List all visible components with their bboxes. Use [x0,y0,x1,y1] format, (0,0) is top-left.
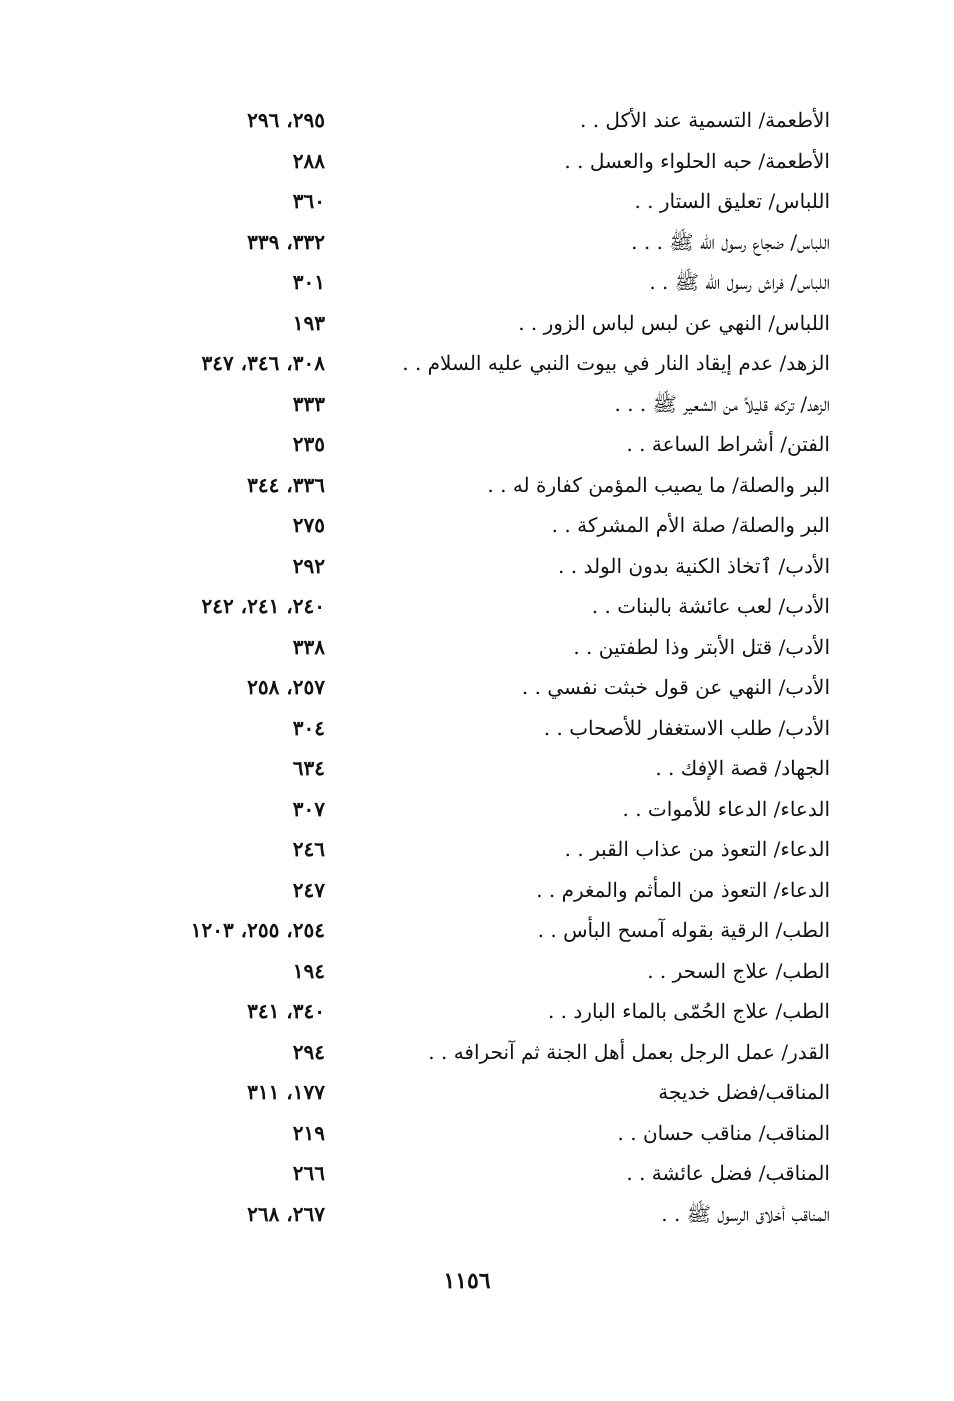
index-pages: ٣٣٢، ٣٣٩ [247,229,325,254]
index-pages: ٣٣٣ [292,391,325,416]
index-pages: ٢٤٦ [292,837,325,861]
index-pages: ٢٤٠، ٢٤١، ٢٤٢ [201,594,325,618]
index-topic: الدعاء/ التعوذ من عذاب القبر . . [564,837,830,861]
index-row [120,993,830,1034]
index-row [120,224,830,265]
index-row [120,872,830,913]
index-row [120,912,830,953]
index-topic: الأدب/ طلب الاستغفار للأصحاب . . [543,715,830,740]
index-topic: الأطعمة/ التسمية عند الأكل . . [580,108,830,132]
index-row [120,1196,830,1237]
index-row [120,264,830,305]
index-row [120,1034,830,1075]
index-pages: ٢٦٧، ٢٦٨ [247,1201,325,1226]
index-pages: ١٧٧، ٣١١ [247,1080,325,1104]
index-topic: الطب/ علاج الحُمّى بالماء البارد . . [547,999,830,1023]
index-pages: ٣٣٨ [292,634,325,659]
index-topic: الطب/ الرقية بقوله آمسح البأس . . [537,918,830,942]
index-topic: الأطعمة/ حبه الحلواء والعسل . . [564,148,830,173]
index-pages: ٣٠٤ [292,715,325,740]
index-topic: الأدب/ ٱتخاذ الكنية بدون الولد . . [558,553,830,578]
index-row [120,345,830,386]
index-row [120,467,830,508]
index-pages: ٣٦٠ [292,189,325,213]
index-pages: ٣٣٦، ٣٤٤ [247,472,325,497]
index-topic: الأدب/ قتل الأبتر وذا لطفتين . . [573,634,830,659]
index-pages: ٣٠١ [292,270,325,294]
index-topic: المناقب أخلاق الرسول ﷺ . . [661,1201,830,1226]
page-number: ١١٥٦ [443,1268,491,1294]
index-pages: ٢٨٨ [292,148,325,173]
index-row [120,629,830,670]
index-topic: الطب/ علاج السحر . . [647,958,830,983]
index-row [120,831,830,872]
index-row [120,426,830,467]
index-topic: الدعاء/ التعوذ من المأثم والمغرم . . [536,877,830,902]
index-topic: اللباس/ تعليق الستار . . [634,189,830,213]
index-pages: ٢٦٦ [292,1161,325,1185]
index-topic: الزهد/ تركه قليلاً من الشعير ﷺ . . . [614,391,830,416]
index-topic: المناقب/فضل خديجة [658,1080,830,1104]
index-row [120,710,830,751]
index-row [120,143,830,184]
index-pages: ٣٠٧ [292,796,325,821]
index-pages: ١٩٤ [292,958,325,983]
index-pages: ٦٣٤ [292,756,325,780]
index-pages: ٣٠٨، ٣٤٦، ٣٤٧ [201,351,325,375]
index-pages: ٢٥٧، ٢٥٨ [247,675,325,699]
index-row [120,669,830,710]
index-topic: المناقب/ مناقب حسان . . [617,1120,830,1145]
index-topic: الجهاد/ قصة الإفك . . [655,756,830,780]
index-pages: ٢٤٧ [292,877,325,902]
index-topic: القدر/ عمل الرجل بعمل أهل الجنة ثم آنحرافه . . [428,1039,830,1064]
index-row [120,953,830,994]
index-pages: ٢٣٥ [292,432,325,456]
index-topic: البر والصلة/ صلة الأم المشركة . . [551,513,830,537]
index-row [120,1074,830,1115]
index-pages: ٢١٩ [292,1120,325,1145]
index-topic: الزهد/ عدم إيقاد النار في بيوت النبي عليه السلام . . [402,351,830,375]
index-list [120,102,830,1236]
index-row [120,507,830,548]
index-row [120,548,830,589]
index-pages: ٢٩٢ [292,553,325,578]
index-topic: اللباس/ فراش رسول الله ﷺ . . [649,270,830,294]
index-row [120,183,830,224]
index-topic: الفتن/ أشراط الساعة . . [626,432,830,456]
index-row [120,386,830,427]
index-topic: اللباس/ النهي عن لبس لباس الزور . . [518,310,830,335]
index-pages: ٣٤٠، ٣٤١ [247,999,325,1023]
index-pages: ٢٧٥ [292,513,325,537]
index-pages: ١٩٣ [292,310,325,335]
index-row [120,305,830,346]
index-row [120,588,830,629]
index-pages: ٢٩٤ [292,1039,325,1064]
index-row [120,1115,830,1156]
index-pages: ٢٥٤، ٢٥٥، ١٢٠٣ [190,918,325,942]
index-topic: البر والصلة/ ما يصيب المؤمن كفارة له . . [487,472,830,497]
index-topic: المناقب/ فضل عائشة . . [626,1161,830,1185]
index-row [120,102,830,143]
index-pages: ٢٩٥، ٢٩٦ [247,108,325,132]
index-row [120,791,830,832]
index-topic: الدعاء/ الدعاء للأموات . . [622,796,830,821]
index-row [120,750,830,791]
index-topic: الأدب/ لعب عائشة بالبنات . . [591,594,830,618]
index-topic: الأدب/ النهي عن قول خبثت نفسي . . [521,675,830,699]
index-row [120,1155,830,1196]
index-topic: اللباس/ ضجاع رسول الله ﷺ . . . [631,229,830,254]
